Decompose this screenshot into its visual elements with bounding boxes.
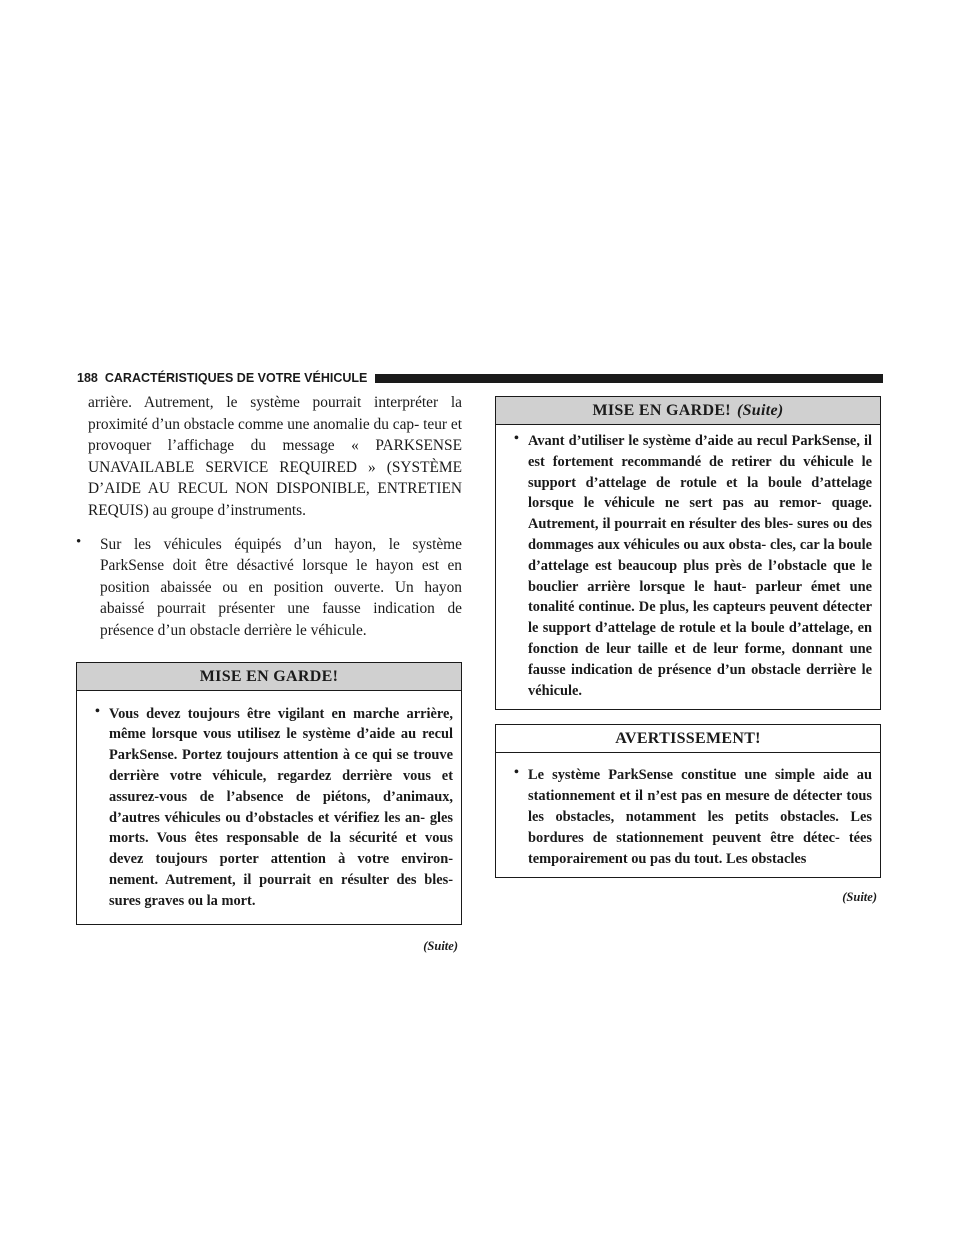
caution-box-title	[77, 663, 461, 691]
caution-continued-title-text: MISE EN GARDE!	[592, 402, 731, 419]
bullet-glyph: •	[514, 431, 519, 446]
bullet-glyph: •	[514, 765, 519, 781]
continued-note: (Suite)	[842, 890, 877, 905]
continued-paragraph: arrière. Autrement, le système pourrait interpréter la proximité d’un obstacle comme une anomalie du cap- teur et provoquer l’affichage du message « PARKSENSE UNAVAILABLE SERVICE REQUIRED » (SYSTÈME D’AIDE AU RECUL NON DISPONIBLE, ENTRETIEN REQUIS) au groupe d’instruments.	[88, 394, 462, 519]
warning-box-title	[496, 725, 880, 753]
warning-box-body	[496, 753, 880, 877]
header-rule	[375, 374, 883, 383]
right-column	[495, 396, 881, 905]
caution-continued-body	[496, 425, 880, 709]
caution-text: Vous devez toujours être vigilant en marche arrière, même lorsque vous utilisez le système d’aide au recul ParkSense. Portez toujours attention à ce qui se trouve derrière votre véhicule, regardez derrière vous et assurez-vous de l’absence de piétons, d’animaux, d’autres véhicules ou d’obstacles et vérifiez les an- gles morts. Vous êtes responsable de la sécurité et vous devez toujours porter attention à votre environ- nement. Autrement, il pourrait en résulter des bles- sures graves ou la mort.	[109, 705, 453, 909]
left-column	[76, 392, 462, 954]
caution-box	[76, 662, 462, 925]
caution-box-body	[77, 691, 461, 924]
bullet-text: Sur les véhicules équipés d’un hayon, le système ParkSense doit être désactivé lorsque le hayon est en position abaissée ou en position ouverte. Un hayon abaissé pourrait présenter une fausse indication de présence d’un obstacle derrière le véhicule.	[100, 535, 462, 639]
list-item	[506, 431, 872, 701]
caution-continued-title	[496, 397, 880, 425]
caution-continued-suffix: (Suite)	[736, 402, 784, 419]
continued-note: (Suite)	[423, 938, 458, 953]
warning-box	[495, 724, 881, 878]
warning-text: Le système ParkSense constitue une simple aide au stationnement et il n’est pas en mesure de détecter tous les obstacles, notamment les petits obstacles. Les bordures de stationnement peuvent être détec- tées temporairement ou pas du tout. Les obstacles	[528, 767, 872, 867]
section-title: CARACTÉRISTIQUES DE VOTRE VÉHICULE	[104, 371, 368, 385]
bullet-glyph: •	[76, 533, 82, 550]
caution-continued-text: Avant d’utiliser le système d’aide au recul ParkSense, il est fortement recommandé de retirer du véhicule le support d’attelage de rotule et la boule d’attelage lorsque le véhicule ne sert pas au remor- quage. Autrement, il pourrait en résulter des bles- sures ou des dommages aux véhicules ou aux obsta- cles, car la boule d’attelage est beaucoup plus près de l’obstacle que le bouclier arrière lorsque le haut- parleur émet une tonalité continue. De plus, les capteurs peuvent détecter le support d’attelage de rotule et la boule d’attelage, en fonction de leur taille et de leur forme, donnant une fausse indication de présence d’un obstacle derrière le véhicule.	[528, 433, 872, 699]
caution-title-text: MISE EN GARDE!	[199, 667, 339, 685]
page-header	[77, 368, 883, 388]
bullet-glyph: •	[95, 703, 100, 719]
page-number: 188	[77, 371, 98, 385]
list-item	[87, 704, 453, 912]
list-item	[76, 534, 462, 642]
caution-continued-box	[495, 396, 881, 710]
warning-title-text: AVERTISSEMENT!	[615, 730, 761, 748]
list-item	[506, 765, 872, 869]
